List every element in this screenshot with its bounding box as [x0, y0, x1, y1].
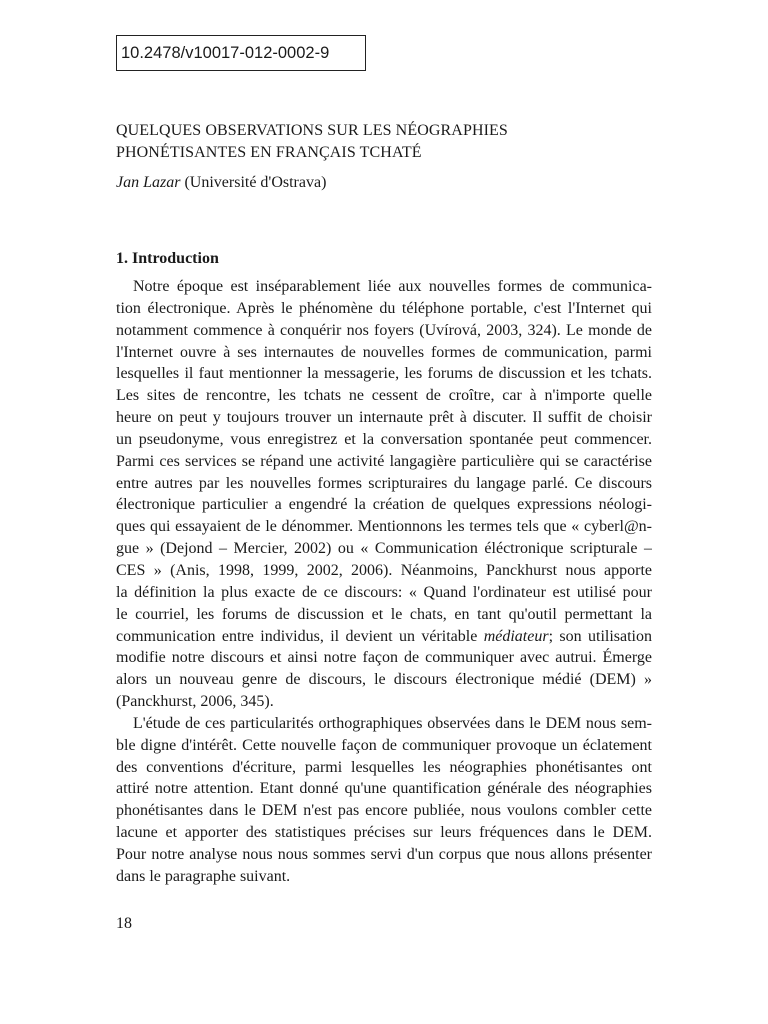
text-line: entre autres par les nouvelles formes scripturaires du langage parlé. Ce discours — [116, 474, 652, 492]
doi-box — [116, 35, 366, 71]
text-line: heure on peut y toujours trouver un internaute prêt à discuter. Il suffit de choisir — [116, 409, 652, 427]
text-line: le courriel, les forums de discussion et le chats, en tant qu'outil permettant la — [116, 605, 652, 623]
text-line: gue » (Dejond – Mercier, 2002) ou « Communication éléctronique scripturale – — [116, 540, 652, 558]
text-line: Pour notre analyse nous nous sommes servi d'un corpus que nous allons présenter — [116, 845, 652, 863]
text-line: attiré notre attention. Etant donné qu'une quantification générale des néographies — [116, 780, 652, 798]
author-line — [116, 172, 656, 194]
text-line: Notre époque est inséparablement liée aux nouvelles formes de communica- — [133, 278, 652, 295]
text-line: ques qui essayaient de le dénommer. Mentionnons les termes tels que « cyberl@n- — [116, 518, 652, 536]
article-title — [116, 120, 656, 164]
paragraph-1 — [116, 276, 652, 713]
text-line: électronique particulier a engendré la création de quelques expressions néologi- — [116, 496, 652, 514]
title-line: QUELQUES OBSERVATIONS SUR LES NÉOGRAPHIES — [116, 122, 508, 139]
text-line: un pseudonyme, vous enregistrez et la conversation spontanée peut commencer. — [116, 430, 652, 448]
text-line: la définition la plus exacte de ce discours: « Quand l'ordinateur est utilisé pour — [116, 583, 652, 601]
text-line: modifie notre discours et ainsi notre façon de communiquer avec autrui. Émerge — [116, 649, 652, 667]
text-line: L'étude de ces particularités orthographiques observées dans le DEM nous sem- — [133, 714, 652, 732]
text-line: notamment commence à conquérir nos foyers (Uvírová, 2003, 324). Le monde de — [116, 321, 652, 339]
text-line: CES » (Anis, 1998, 1999, 2002, 2006). Néanmoins, Panckhurst nous apporte — [116, 561, 652, 579]
text-line — [116, 626, 652, 648]
page-number: 18 — [116, 915, 132, 932]
author-affiliation: (Université d'Ostrava) — [184, 174, 327, 191]
title-line: PHONÉTISANTES EN FRANÇAIS TCHATÉ — [116, 144, 422, 161]
text-line: Parmi ces services se répand une activité langagière particulière qui se caractérise — [116, 452, 652, 470]
text-segment: ; son utilisation — [548, 627, 652, 645]
text-line: (Panckhurst, 2006, 345). — [116, 693, 274, 711]
text-line: lacune et apporter des statistiques précises sur leurs fréquences dans le DEM. — [116, 824, 652, 842]
text-line: des conventions d'écriture, parmi lesquelles les néographies phonétisantes ont — [116, 758, 652, 776]
doi-text: 10.2478/v10017-012-0002-9 — [121, 44, 330, 62]
text-line: Les sites de rencontre, les tchats ne cessent de croître, car à n'importe quelle — [116, 387, 652, 405]
text-line: dans le paragraphe suivant. — [116, 867, 291, 885]
text-line: phonétisantes dans le DEM n'est pas encore publiée, nous voulons combler cette — [116, 802, 652, 820]
italic-term: médiateur — [483, 627, 549, 645]
text-line: ble digne d'intérêt. Cette nouvelle façon de communiquer provoque un éclatement — [116, 736, 652, 754]
text-line: l'Internet ouvre à ses internautes de nouvelles formes de communication, parmi — [116, 343, 652, 361]
text-line: lesquelles il faut mentionner la messagerie, les forums de discussion et les tchats. — [116, 365, 652, 383]
text-segment: communication entre individus, il devient un véritable — [116, 627, 484, 645]
paragraph-2 — [116, 713, 652, 888]
text-line: alors un nouveau genre de discours, le discours électronique médié (DEM) » — [116, 671, 652, 689]
text-line: tion électronique. Après le phénomène du téléphone portable, c'est l'Internet qui — [116, 299, 652, 317]
article-body — [116, 276, 652, 888]
author-name: Jan Lazar — [116, 174, 181, 191]
section-heading: 1. Introduction — [116, 250, 219, 267]
